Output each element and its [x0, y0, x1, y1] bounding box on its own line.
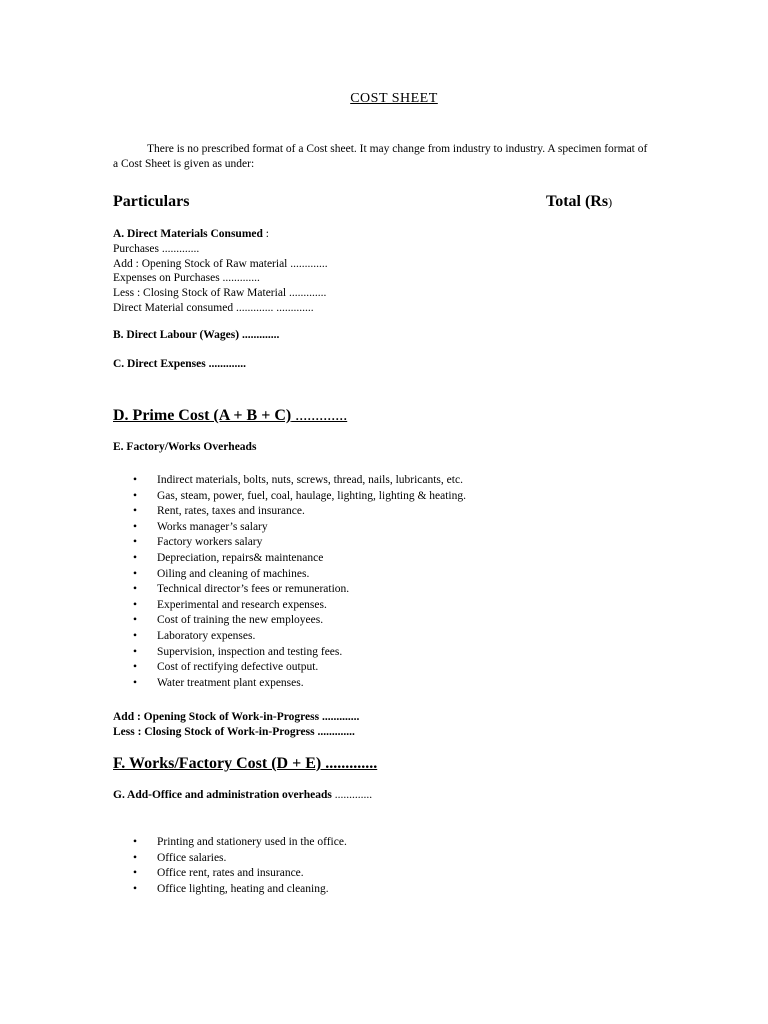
- list-item: • Printing and stationery used in the office.: [113, 835, 347, 851]
- section-d-dots: .............: [291, 407, 348, 424]
- list-item: • Oiling and cleaning of machines.: [113, 567, 466, 583]
- list-item: • Indirect materials, bolts, nuts, screws, thread, nails, lubricants, etc.: [113, 473, 466, 489]
- total-header-close: ): [608, 195, 613, 209]
- list-item: • Factory workers salary: [113, 535, 466, 551]
- section-b-direct-labour: B. Direct Labour (Wages) .............: [113, 329, 280, 341]
- section-a-line: Purchases .............: [113, 242, 200, 255]
- list-item: • Supervision, inspection and testing fees.: [113, 645, 466, 661]
- section-a-colon: :: [262, 228, 269, 240]
- section-e-list: [113, 473, 466, 691]
- wip-less-line: Less : Closing Stock of Work-in-Progress .............: [113, 725, 355, 738]
- list-item: • Rent, rates, taxes and insurance.: [113, 504, 466, 520]
- section-e-heading: E. Factory/Works Overheads: [113, 441, 257, 453]
- list-item: • Laboratory expenses.: [113, 629, 466, 645]
- section-a-line: Direct Material consumed ............. .............: [113, 301, 314, 314]
- section-f-works-cost: F. Works/Factory Cost (D + E) .............: [113, 755, 378, 772]
- list-item: • Gas, steam, power, fuel, coal, haulage, lighting, lighting & heating.: [113, 489, 466, 505]
- list-item: • Office lighting, heating and cleaning.: [113, 882, 347, 898]
- section-g-dots: .............: [331, 789, 373, 801]
- section-c-direct-expenses: C. Direct Expenses .............: [113, 358, 246, 370]
- list-item: • Depreciation, repairs& maintenance: [113, 551, 466, 567]
- list-item: • Water treatment plant expenses.: [113, 676, 466, 692]
- list-item: • Cost of training the new employees.: [113, 613, 466, 629]
- section-a-direct-materials: [113, 227, 328, 316]
- list-item: • Office rent, rates and insurance.: [113, 866, 347, 882]
- list-item: • Cost of rectifying defective output.: [113, 660, 466, 676]
- page-title: COST SHEET: [350, 91, 438, 106]
- section-a-line: Less : Closing Stock of Raw Material .............: [113, 287, 327, 300]
- intro-paragraph: There is no prescribed format of a Cost sheet. It may change from industry to industry. A specimen format of a Cost Sheet is given as under:: [113, 143, 648, 170]
- list-item: • Experimental and research expenses.: [113, 598, 466, 614]
- list-item: • Technical director’s fees or remuneration.: [113, 582, 466, 598]
- list-item: • Works manager’s salary: [113, 520, 466, 536]
- section-a-heading: A. Direct Materials Consumed: [113, 228, 263, 240]
- list-item: • Office salaries.: [113, 851, 347, 867]
- section-g-label: G. Add-Office and administration overheads: [113, 789, 332, 801]
- section-g-list: [113, 835, 347, 897]
- section-g-heading: [113, 789, 372, 801]
- section-a-line: Expenses on Purchases .............: [113, 272, 260, 285]
- total-header: [546, 193, 612, 211]
- section-a-line: Add : Opening Stock of Raw material .............: [113, 257, 328, 270]
- wip-add-line: Add : Opening Stock of Work-in-Progress .............: [113, 711, 360, 723]
- total-header-label: Total (Rs: [546, 193, 609, 210]
- section-d-label: D. Prime Cost (A + B + C): [113, 407, 292, 424]
- section-d-prime-cost: [113, 407, 347, 425]
- particulars-header: Particulars: [113, 193, 190, 210]
- wip-adjustments: [113, 710, 359, 740]
